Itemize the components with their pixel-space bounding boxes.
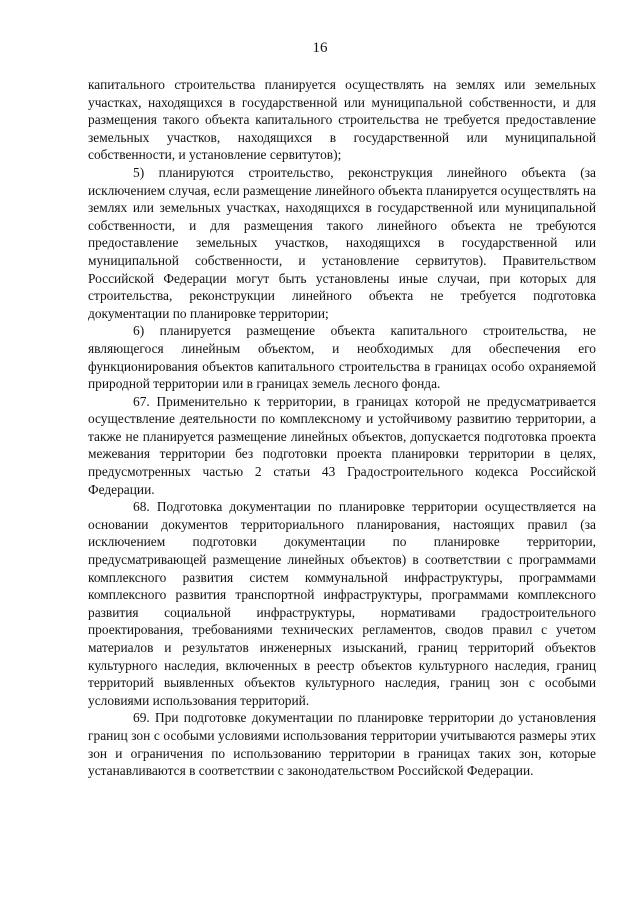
paragraph-item-6: 6) планируется размещение объекта капитального строительства, не являющегося линейным объектом, и необходимых для обеспечения его функционирования объектов капитального строительства в границах особо охраняемой природной территории или в границах земель лесного фонда.	[88, 323, 596, 392]
paragraph-item-5: 5) планируются строительство, реконструкция линейного объекта (за исключением случая, если размещение линейного объекта планируется осуществлять на землях или земельных участках, находящихся в государственной или муниципальной собственности, и для размещения такого линейного объекта не требуются предоставление земельных участков, находящихся в государственной или муниципальной собственности, и установление сервитутов). Правительством Российской Федерации могут быть установлены иные случаи, при которых для строительства, реконструкции линейного объекта не требуется подготовка документации по планировке территории;	[88, 164, 596, 321]
paragraph-68: 68. Подготовка документации по планировке территории осуществляется на основании документов территориального планирования, настоящих правил (за исключением подготовки документации по планировке территории, предусматривающей размещение линейных объектов) в соответствии с программами комплексного развития систем коммунальной инфраструктуры, программами комплексного развития транспортной инфраструктуры, программами комплексного развития социальной инфраструктуры, нормативами градостроительного проектирования, требованиями технических регламентов, сводов правил с учетом материалов и результатов инженерных изысканий, границ территорий объектов культурного наследия, включенных в реестр объектов культурного наследия, границ территорий выявленных объектов культурного наследия, границ зон с особыми условиями использования территорий.	[88, 499, 596, 708]
paragraph-69: 69. При подготовке документации по планировке территории до установления границ зон с особыми условиями использования территории учитываются размеры этих зон и ограничения по использованию территории в границах таких зон, которые устанавливаются в соответствии с законодательством Российской Федерации.	[88, 710, 596, 779]
document-body	[88, 76, 596, 780]
page-number: 16	[312, 40, 328, 56]
paragraph-continuation: капитального строительства планируется осуществлять на землях или земельных участках, находящихся в государственной или муниципальной собственности, и для размещения такого объекта капитального строительства не требуется предоставление земельных участков, находящихся в государственной или муниципальной собственности, и установление сервитутов);	[88, 77, 596, 163]
paragraph-67: 67. Применительно к территории, в границах которой не предусматривается осуществление деятельности по комплексному и устойчивому развитию территории, а также не планируется размещение линейных объектов, допускается подготовка проекта межевания территории без подготовки проекта планировки территории в целях, предусмотренных частью 2 статьи 43 Градостроительного кодекса Российской Федерации.	[88, 393, 596, 497]
